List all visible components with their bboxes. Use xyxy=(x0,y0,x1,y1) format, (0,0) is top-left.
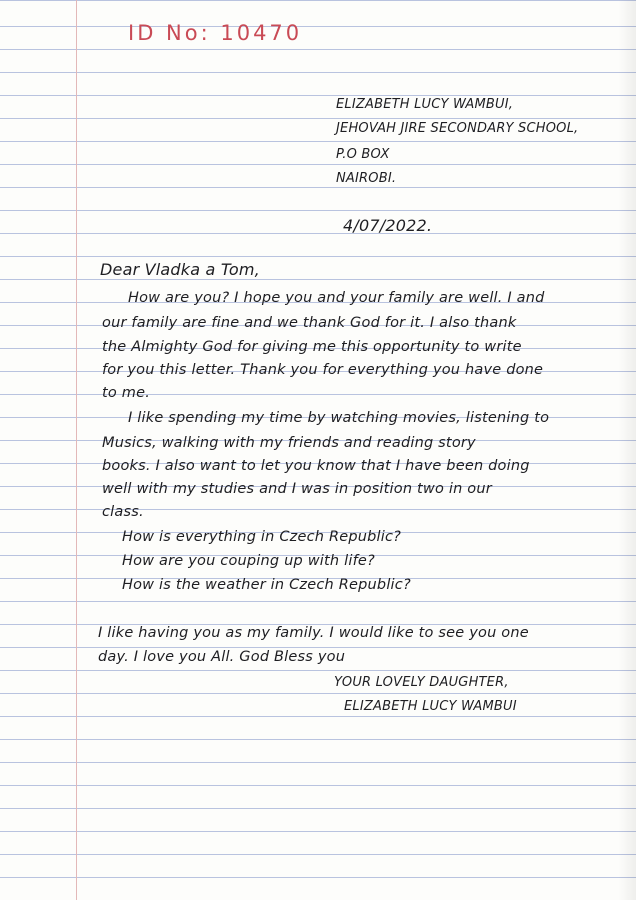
body-line: class. xyxy=(102,504,144,520)
closing-line: YOUR LOVELY DAUGHTER, xyxy=(334,675,509,690)
id-number: ID No: 10470 xyxy=(128,21,303,45)
body-line: well with my studies and I was in position two in our xyxy=(102,481,492,497)
address-line-name: ELIZABETH LUCY WAMBUI, xyxy=(336,97,514,112)
body-line: day. I love you All. God Bless you xyxy=(98,649,346,665)
body-line: our family are fine and we thank God for it. I also thank xyxy=(102,315,517,331)
question-line: How is the weather in Czech Republic? xyxy=(122,577,411,593)
body-line: I like spending my time by watching movies, listening to xyxy=(128,410,550,426)
address-line-city: NAIROBI. xyxy=(336,171,397,186)
address-line-box: P.O BOX xyxy=(336,147,390,162)
page-edge-shadow xyxy=(618,0,636,900)
body-line: to me. xyxy=(102,385,151,401)
body-line: books. I also want to let you know that I have been doing xyxy=(102,458,530,474)
letter-date: 4/07/2022. xyxy=(343,216,433,235)
address-line-school: JEHOVAH JIRE SECONDARY SCHOOL, xyxy=(336,121,579,136)
salutation: Dear Vladka a Tom, xyxy=(100,260,260,279)
margin-line xyxy=(76,0,77,900)
question-line: How is everything in Czech Republic? xyxy=(122,529,402,545)
body-line: the Almighty God for giving me this opportunity to write xyxy=(102,339,522,355)
body-line: I like having you as my family. I would like to see you one xyxy=(98,625,529,641)
body-line: Musics, walking with my friends and reading story xyxy=(102,435,476,451)
signature-name: ELIZABETH LUCY WAMBUI xyxy=(344,699,517,714)
question-line: How are you couping up with life? xyxy=(122,553,375,569)
body-line: How are you? I hope you and your family are well. I and xyxy=(128,290,545,306)
body-line: for you this letter. Thank you for everything you have done xyxy=(102,362,544,378)
